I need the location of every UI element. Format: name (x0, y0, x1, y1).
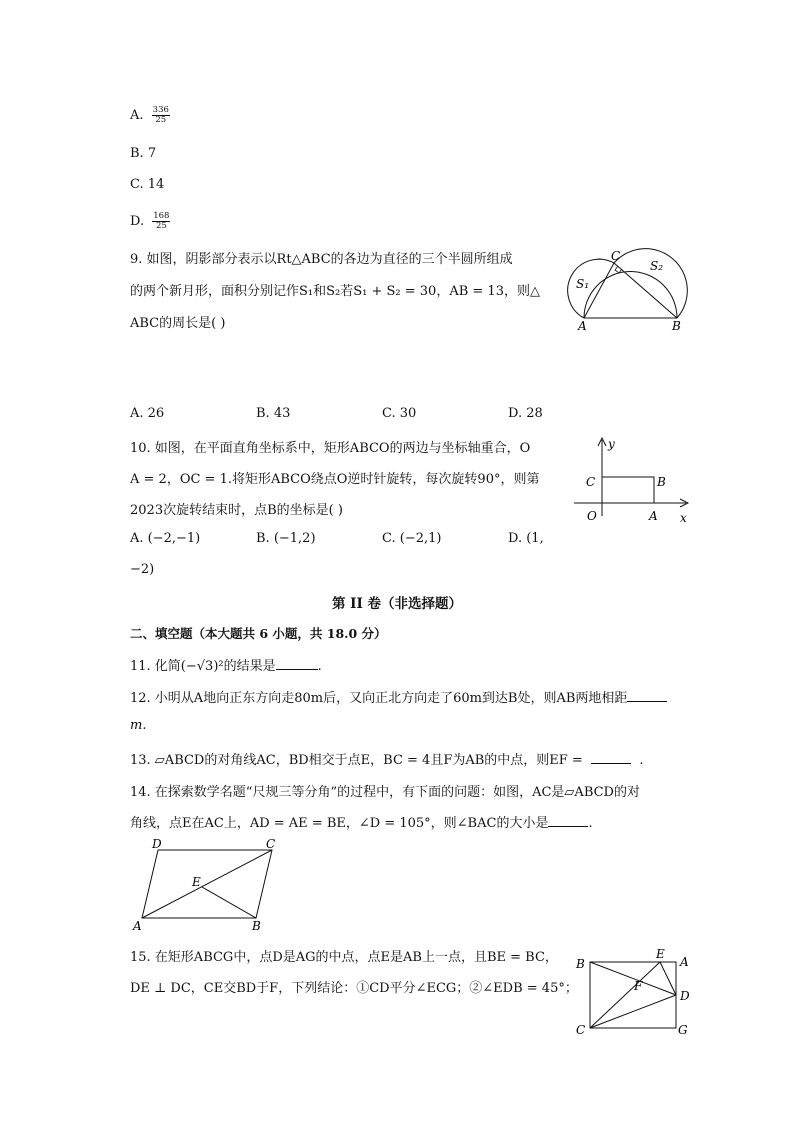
q10-line-2: A = 2，OC = 1.将矩形ABCO绕点O逆时针旋转，每次旋转90°，则第 (130, 472, 540, 487)
q10-option-c: C. (−2,1) (382, 531, 442, 546)
segment-cd (590, 995, 676, 1028)
q13-end: . (639, 753, 644, 768)
q8-option-a-letter: A. (130, 108, 144, 123)
q14-line-2 (130, 812, 593, 831)
segment-be (202, 887, 256, 918)
label-s1: S₁ (576, 277, 590, 291)
label-e: E (656, 947, 665, 961)
q10-coordinate-figure (570, 434, 694, 530)
q9-line-1: 9. 如图，阴影部分表示以Rt△ABC的各边为直径的三个半圆所组成 (130, 252, 513, 267)
label-d: D (152, 837, 162, 851)
label-c: C (266, 837, 276, 851)
label-e: E (192, 875, 201, 889)
label-d: D (680, 989, 690, 1003)
q12-line-2: m. (130, 718, 147, 733)
q12-answer-blank (627, 701, 667, 702)
section-fill-in-header: 二、填空题（本大题共 6 小题，共 18.0 分） (130, 626, 387, 641)
q13-text: 13. ▱ABCD的对角线AC，BD相交于点E，BC = 4且F为AB的中点，则EF = (130, 753, 583, 768)
q9-option-a: A. 26 (130, 406, 165, 421)
q9-option-d: D. 28 (508, 406, 543, 421)
q15-rectangle-figure (570, 942, 694, 1038)
q10-option-d-continued: −2) (130, 562, 155, 577)
q11-end: . (317, 659, 322, 674)
label-s2: S₂ (650, 259, 664, 273)
label-x: x (680, 511, 687, 525)
label-b: B (657, 475, 666, 489)
q8-option-d (130, 212, 170, 231)
q9-option-c: C. 30 (382, 406, 417, 421)
q12-line-1 (130, 687, 667, 706)
q11 (130, 655, 322, 674)
q8-option-d-fraction: $\frac{168}{25}$ (153, 211, 170, 231)
q10-option-d: D. (1, (508, 531, 544, 546)
q15-line-1: 15. 在矩形ABCG中，点D是AG的中点，点E是AB上一点，且BE = BC， (130, 950, 558, 965)
q8-option-b: B. 7 (130, 146, 157, 161)
q14-end: . (588, 816, 593, 831)
label-y: y (608, 437, 615, 451)
label-a: A (133, 919, 142, 933)
q9-line-3: ABC的周长是( ) (130, 316, 226, 331)
segment-ce (590, 962, 660, 1028)
label-f: F (634, 979, 643, 993)
q10-line-1: 10. 如图，在平面直角坐标系中，矩形ABCO的两边与坐标轴重合，O (130, 441, 531, 456)
q10-line-3: 2023次旋转结束时，点B的坐标是( ) (130, 503, 343, 518)
q9-crescent-figure (566, 248, 696, 334)
label-g: G (678, 1023, 688, 1037)
segment-bd (590, 962, 676, 995)
label-b: B (576, 957, 585, 971)
q10-option-a: A. (−2,−1) (130, 531, 201, 546)
label-c: C (586, 475, 596, 489)
q13 (130, 749, 644, 768)
q14-text: 角线，点E在AC上，AD = AE = BE，∠D = 105°，则∠BAC的大小是 (130, 816, 549, 831)
label-b: B (252, 919, 261, 933)
label-a: A (649, 509, 658, 523)
q8-option-a-fraction: $\frac{336}{25}$ (152, 105, 169, 125)
q14-parallelogram-figure (126, 836, 286, 936)
q11-text: 11. 化简(−√3)²的结果是 (130, 659, 276, 674)
q11-answer-blank (276, 669, 318, 670)
diagonal-ac (142, 850, 272, 918)
rectangle-abco (602, 477, 654, 503)
label-c: C (576, 1023, 586, 1037)
q12-text: 12. 小明从A地向正东方向走80m后，又向正北方向走了60m到达B处，则AB两地相距 (130, 691, 628, 706)
label-a: A (680, 955, 689, 969)
q15-line-2: DE ⊥ DC，CE交BD于F，下列结论：①CD平分∠ECG；②∠EDB = 45°； (130, 981, 578, 996)
label-b: B (672, 319, 681, 333)
q14-line-1: 14. 在探索数学名题“尺规三等分角”的过程中，有下面的问题：如图，AC是▱ABCD的对 (130, 785, 640, 800)
q10-option-b: B. (−1,2) (256, 531, 316, 546)
q9-option-b: B. 43 (256, 406, 291, 421)
q14-answer-blank (548, 826, 588, 827)
q8-option-d-letter: D. (130, 214, 145, 229)
q13-answer-blank (591, 763, 631, 764)
q9-line-2: 的两个新月形，面积分别记作S₁和S₂若S₁ + S₂ = 30，AB = 13，则△ (130, 284, 540, 299)
hypotenuse-semicircle (584, 272, 677, 319)
label-o: O (587, 509, 597, 523)
label-a: A (578, 319, 587, 333)
part-ii-title: 第 II 卷（非选择题） (331, 596, 463, 612)
q8-option-a (130, 106, 170, 125)
rectangle-abcg (590, 962, 676, 1028)
label-c: C (611, 249, 621, 263)
q8-option-c: C. 14 (130, 177, 165, 192)
